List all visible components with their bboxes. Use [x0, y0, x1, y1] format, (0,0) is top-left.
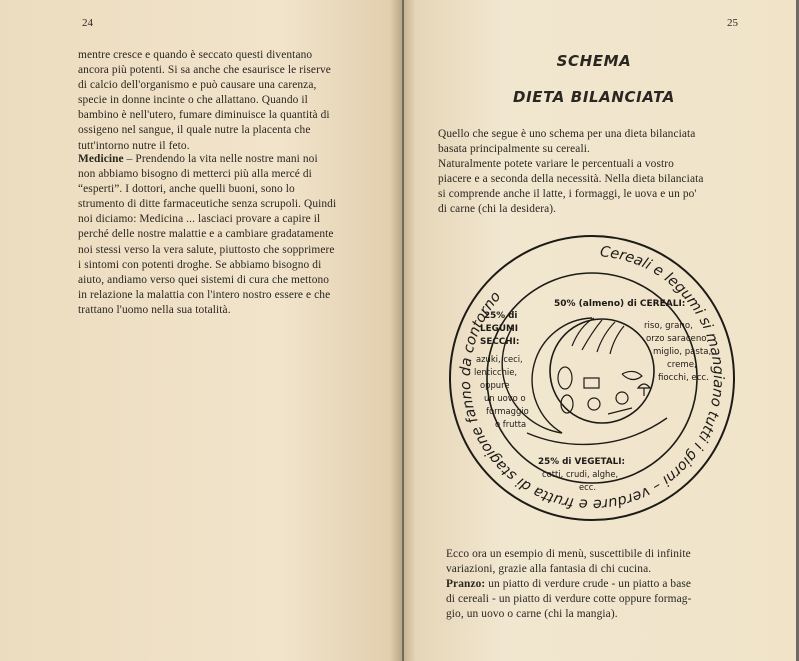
carrot-icon [608, 408, 632, 414]
legumi-title-1: 25% di [484, 311, 518, 321]
page-number-right: 25 [727, 17, 738, 29]
cereali-item-1: riso, grano, [644, 321, 693, 331]
vegetali-item-2: ecc. [579, 482, 597, 492]
cereali-title: 50% (almeno) di CEREALI: [554, 299, 686, 309]
cheese-icon [584, 378, 599, 388]
tomato-icon [616, 392, 628, 404]
legumi-item-5: formaggio [486, 406, 529, 416]
intro-paragraph: Quello che segue è uno schema per una dieta bilanciata basata principalmente su cereali. Naturalmente potete variare le percentuali a vostro piacere e a seconda della necessità. Nella dieta bilanciata si comprende anche il latte, i formaggi, le uova e un po' di carne (chi la desidera). [438, 128, 704, 216]
cereali-item-5: fiocchi, ecc. [658, 373, 709, 383]
legumi-item-2: lenticchie, [474, 367, 518, 377]
legumi-item-4: un uovo o [484, 393, 526, 403]
page-title: SCHEMA [556, 52, 632, 70]
right-page [404, 0, 796, 661]
paragraph-medicine [78, 152, 336, 318]
legumi-item-6: o frutta [495, 419, 527, 429]
bean-icon [558, 367, 572, 389]
medicine-first-line: – Prendendo la vita nelle nostre mani noi [123, 153, 318, 165]
page-subtitle: DIETA BILANCIATA [513, 88, 675, 106]
cereali-item-3: miglio, pasta, [653, 347, 712, 357]
menu-paragraph [446, 547, 691, 622]
menu-intro: Ecco ora un esempio di menù, suscettibile di infinite variazioni, grazie alla fantasia di chi cucina. [446, 548, 691, 576]
legumi-title-3: SECCHI: [480, 337, 520, 347]
page-number-left: 24 [82, 17, 93, 29]
diet-diagram [442, 228, 742, 528]
cereali-item-2: orzo saraceno, [646, 334, 710, 344]
medicine-body: non abbiamo bisogno di metterci più alla mercé di “esperti”. I dottori, anche quelli buoni, sono lo strumento di ditte farmaceutiche senza scrupoli. Quindi noi diciamo: Medicina ... lasciaci provare a capire il perché delle nostre malattie e a cambiare gradatamente noi stessi verso la vera salute, piuttosto che sopprimere i sintomi con potenti droghe. Se abbiamo bisogno di aiuto, andiamo verso quei sistemi di cura che mettono in relazione la malattia con l'intero nostro essere e che trattano l'uomo nella sua totalità. [78, 168, 337, 316]
legumi-item-1: azuki, ceci, [476, 354, 523, 364]
cereali-item-4: creme, [667, 360, 697, 370]
vegetali-item-1: cotti, crudi, alghe, [542, 469, 619, 479]
food-circle [550, 319, 654, 423]
vegetali-title: 25% di VEGETALI: [538, 457, 626, 467]
legumi-title-2: LEGUMI [480, 324, 519, 334]
pranzo-text: un piatto di verdure crude - un piatto a base di cereali - un piatto di verdure cotte oppure formag- gio, un uovo o carne (chi la mangia). [446, 578, 692, 621]
paragraph-smoking: mentre cresce e quando è seccato questi diventano ancora più potenti. Si sa anche che esaurisce le riserve di calcio dell'organismo e può causare una carenza, specie in donne incinte o che allattano. Quando il bambino è nell'utero, fumare diminuisce la quantità di ossigeno nel sangue, il quale nutre la placenta che tutt'intorno nutre il feto. [78, 49, 331, 152]
ring-text-path: Cereali e legumi si mangiano tutti i giorni – verdure e frutta di stagione fanno da contorno [457, 244, 727, 513]
legumi-item-3: oppure [480, 380, 510, 390]
egg-icon [588, 398, 600, 410]
pranzo-label: Pranzo: [446, 578, 486, 591]
leaf-icon [622, 371, 642, 379]
medicine-heading: Medicine [78, 153, 124, 165]
